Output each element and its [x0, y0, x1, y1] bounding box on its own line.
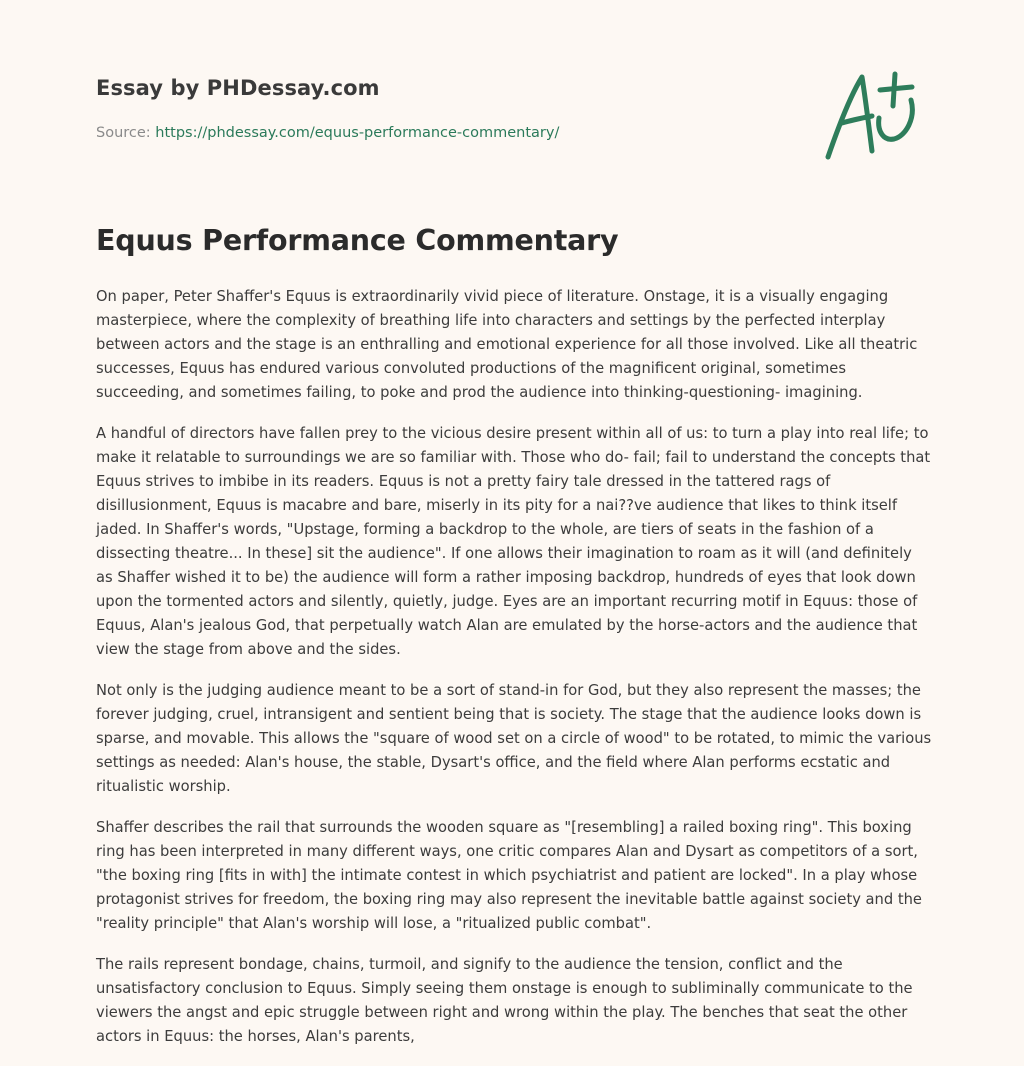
site-title: Essay by PHDessay.com: [96, 76, 380, 100]
essay-body: [96, 285, 932, 1066]
essay-paragraph: The rails represent bondage, chains, turmoil, and signify to the audience the tension, conflict and the unsatisfactory conclusion to Equus. Simply seeing them onstage is enough to subliminally communicate to the viewers the angst and epic struggle between right and wrong within the play. The benches that seat the other actors in Equus: the horses, Alan's parents,: [96, 956, 913, 1045]
source-line: [96, 125, 559, 141]
page-header: [96, 76, 928, 141]
source-label: Source:: [96, 125, 156, 141]
essay-paragraph: Shaffer describes the rail that surrounds the wooden square as "[resembling] a railed boxing ring". This boxing ring has been interpreted in many different ways, one critic compares Alan and Dysart as competitors of a sort, "the boxing ring [fits in with] the intimate contest in which psychiatrist and patient are locked". In a play whose protagonist strives for freedom, the boxing ring may also represent the inevitable battle against society and the "reality principle" that Alan's worship will lose, a "ritualized public combat".: [96, 819, 922, 932]
essay-title: Equus Performance Commentary: [96, 224, 619, 257]
essay-paragraph: A handful of directors have fallen prey to the vicious desire present within all of us: to turn a play into real life; to make it relatable to surroundings we are so familiar with. Those who do- fail; fail to understand the concepts that Equus strives to imbibe in its readers. Equus is not a pretty fairy tale dressed in the tattered rags of disillusionment, Equus is macabre and bare, miserly in its pity for a nai??ve audience that likes to think itself jaded. In Shaffer's words, "Upstage, forming a backdrop to the whole, are tiers of seats in the fashion of a dissecting theatre... In these] sit the audience". If one allows their imagination to roam as it will (and definitely as Shaffer wished it to be) the audience will form a rather imposing backdrop, hundreds of eyes that look down upon the tormented actors and silently, quietly, judge. Eyes are an important recurring motif in Equus: those of Equus, Alan's jealous God, that perpetually watch Alan are emulated by the horse-actors and the audience that view the stage from above and the sides.: [96, 425, 931, 658]
essay-paragraph: On paper, Peter Shaffer's Equus is extraordinarily vivid piece of literature. Onstage, it is a visually engaging masterpiece, where the complexity of breathing life into characters and settings by the perfected interplay between actors and the stage is an enthralling and emotional experience for all those involved. Like all theatric successes, Equus has endured various convoluted productions of the magnificent original, sometimes succeeding, and sometimes failing, to poke and prod the audience into thinking-questioning- imagining.: [96, 288, 918, 401]
essay-paragraph: Not only is the judging audience meant to be a sort of stand-in for God, but they also represent the masses; the forever judging, cruel, intransigent and sentient being that is society. The stage that the audience looks down is sparse, and movable. This allows the "square of wood set on a circle of wood" to be rotated, to mimic the various settings as needed: Alan's house, the stable, Dysart's office, and the field where Alan performs ecstatic and ritualistic worship.: [96, 682, 932, 795]
a-plus-logo-icon: [822, 66, 926, 164]
source-link[interactable]: https://phdessay.com/equus-performance-commentary/: [155, 125, 560, 141]
